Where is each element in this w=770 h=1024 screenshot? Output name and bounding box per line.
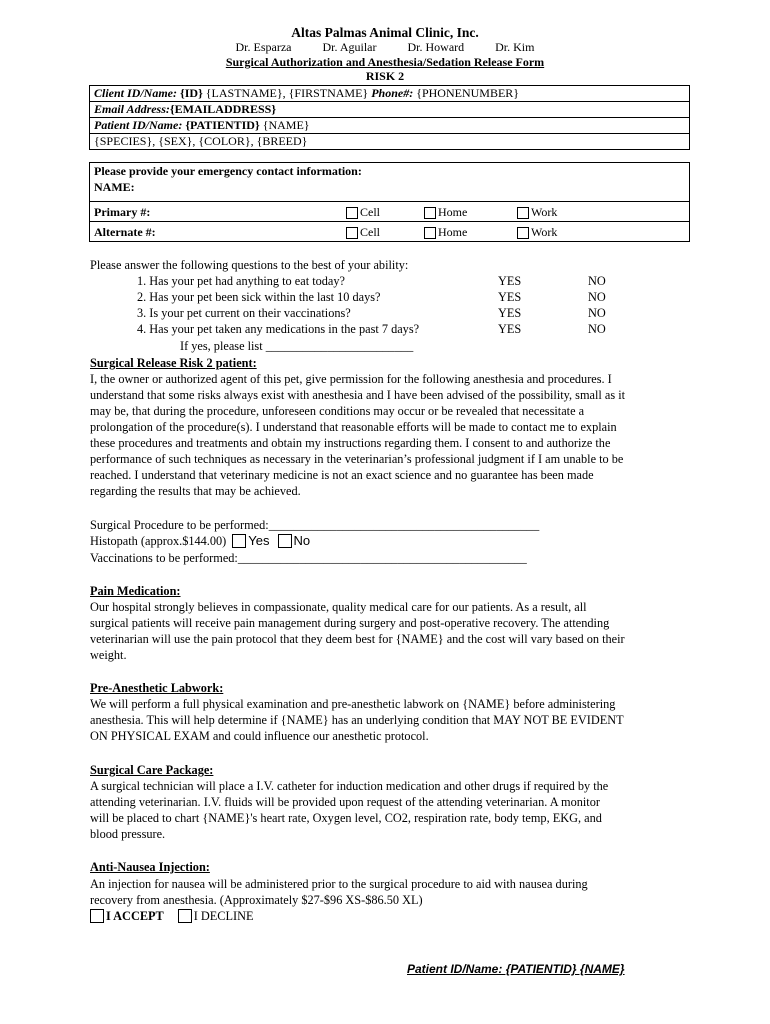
nausea-heading: Anti-Nausea Injection: — [90, 860, 210, 874]
nausea-paragraph: An injection for nausea will be administered prior to the surgical procedure to aid with nausea during recovery from anesthesia. (Approximately $27-$96 XS-$86.50 XL) — [90, 877, 588, 907]
alternate-home-option[interactable]: Home — [424, 225, 467, 240]
histopath-no-checkbox[interactable] — [278, 534, 292, 548]
emergency-name-label: NAME: — [94, 180, 135, 194]
question-item: 4. Has your pet taken any medications in the past 7 days? — [137, 322, 420, 336]
patient-row — [90, 118, 690, 134]
patient-details-row[interactable]: {SPECIES}, {SEX}, {COLOR}, {BREED} — [90, 134, 690, 150]
medication-list-field[interactable]: If yes, please list ________________________ — [180, 339, 414, 353]
patient-label: Patient ID/Name: — [94, 118, 183, 132]
histopath-row: Histopath (approx.$144.00) Yes No — [90, 533, 311, 548]
labwork-paragraph: We will perform a full physical examination and pre-anesthetic labwork on {NAME} before administering anesthesia. This will help determine if {NAME} has an underlying condition that MAY NOT BE EVIDENT ON PHYSICAL EXAM and could influence our anesthetic protocol. — [90, 697, 624, 743]
checkbox[interactable] — [346, 207, 358, 219]
pain-paragraph: Our hospital strongly believes in compassionate, quality medical care for our patients. As a result, all surgical patients will receive pain management during surgery and post-operative recovery. The attending veterinarian will use the pain protocol that they deem best for {NAME} and the cost will vary based on their weight. — [90, 600, 625, 662]
alternate-work-option[interactable]: Work — [517, 225, 557, 240]
yes-option[interactable]: YES — [498, 322, 522, 336]
client-id[interactable]: {ID} — [180, 86, 203, 100]
primary-cell-option[interactable]: Cell — [346, 205, 380, 220]
client-info-table — [89, 85, 690, 150]
doctor-name: Dr. Howard — [407, 40, 465, 54]
alternate-cell-option[interactable]: Cell — [346, 225, 380, 240]
care-paragraph: A surgical technician will place a I.V. catheter for induction medication and other drugs if required by the attending veterinarian. I.V. fluids will be provided upon request of the attending veterinarian. A monitor will be placed to chart {NAME}'s heart rate, Oxygen level, CO2, respiration rate, body temp, EKG, and blood pressure. — [90, 779, 609, 841]
decline-label: I DECLINE — [193, 909, 254, 923]
primary-row — [90, 201, 689, 222]
labwork-heading: Pre-Anesthetic Labwork: — [90, 681, 224, 695]
question-item: 2. Has your pet been sick within the last 10 days? — [137, 290, 381, 304]
no-option[interactable]: NO — [588, 290, 606, 304]
question-item: 1. Has your pet had anything to eat today? — [137, 274, 345, 288]
vaccinations-field[interactable]: Vaccinations to be performed:_______________________________________________ — [90, 551, 527, 565]
clinic-name: Altas Palmas Animal Clinic, Inc. — [291, 25, 479, 40]
accept-checkbox[interactable] — [90, 909, 104, 923]
doctor-name: Dr. Esparza — [235, 40, 292, 54]
patient-name[interactable]: {NAME} — [262, 118, 310, 132]
emergency-contact-box — [89, 162, 690, 242]
pain-heading: Pain Medication: — [90, 584, 181, 598]
yes-option[interactable]: YES — [498, 306, 522, 320]
care-heading: Surgical Care Package: — [90, 763, 214, 777]
primary-work-option[interactable]: Work — [517, 205, 557, 220]
release-heading: Surgical Release Risk 2 patient: — [90, 356, 257, 370]
no-option[interactable]: NO — [588, 306, 606, 320]
doctor-name: Dr. Kim — [495, 40, 535, 54]
alternate-label: Alternate #: — [94, 225, 156, 239]
histopath-yes-checkbox[interactable] — [232, 534, 246, 548]
decline-checkbox[interactable] — [178, 909, 192, 923]
no-option[interactable]: NO — [588, 322, 606, 336]
primary-label: Primary #: — [94, 205, 151, 219]
emergency-prompt: Please provide your emergency contact information: — [94, 164, 362, 178]
question-item: 3. Is your pet current on their vaccinations? — [137, 306, 351, 320]
accept-label: I ACCEPT — [106, 909, 164, 923]
doctor-name: Dr. Aguilar — [322, 40, 377, 54]
no-option[interactable]: NO — [588, 274, 606, 288]
yes-option[interactable]: YES — [498, 290, 522, 304]
checkbox[interactable] — [517, 227, 529, 239]
email-value[interactable]: {EMAILADDRESS} — [169, 102, 277, 116]
client-name[interactable]: {LASTNAME}, {FIRSTNAME} — [205, 86, 369, 100]
client-row — [90, 86, 690, 102]
surgical-procedure-field[interactable]: Surgical Procedure to be performed:____________________________________________ — [90, 518, 540, 532]
checkbox[interactable] — [424, 227, 436, 239]
patient-id[interactable]: {PATIENTID} — [185, 118, 260, 132]
yes-option[interactable]: YES — [498, 274, 522, 288]
release-paragraph: I, the owner or authorized agent of this pet, give permission for the following anesthesia and procedures. I understand that some risks always exist with anesthesia and I have been advised of the possibility, small as it may be, that during the procedure, unforeseen conditions may occur or be revealed that necessitate a prolongation of the procedure(s). I understand that reasonable efforts will be made to contact me to explain these procedures and treatments and obtain my instructions regarding them. I consent to and authorize the performance of such techniques as necessary in the veterinarian’s professional judgment if I am unable to be reached. I understand that veterinary medicine is not an exact science and no guarantee has been made regarding the results that may be achieved. — [90, 372, 626, 498]
checkbox[interactable] — [517, 207, 529, 219]
histopath-yes-label: Yes — [248, 533, 270, 548]
histopath-no-label: No — [293, 533, 311, 548]
questions-intro: Please answer the following questions to the best of your ability: — [90, 258, 409, 272]
doctor-list — [0, 40, 770, 55]
footer-patient-id: Patient ID/Name: {PATIENTID} {NAME} — [407, 962, 625, 976]
alternate-row — [90, 221, 689, 242]
email-row — [90, 102, 690, 118]
phone-label: Phone#: — [371, 86, 414, 100]
primary-home-option[interactable]: Home — [424, 205, 467, 220]
client-label: Client ID/Name: — [94, 86, 177, 100]
phone-value[interactable]: {PHONENUMBER} — [416, 86, 520, 100]
form-title: Surgical Authorization and Anesthesia/Sedation Release Form — [225, 55, 545, 69]
risk-level: RISK 2 — [365, 69, 405, 83]
email-label: Email Address: — [94, 102, 170, 116]
nausea-choice-row — [90, 908, 254, 924]
checkbox[interactable] — [424, 207, 436, 219]
checkbox[interactable] — [346, 227, 358, 239]
